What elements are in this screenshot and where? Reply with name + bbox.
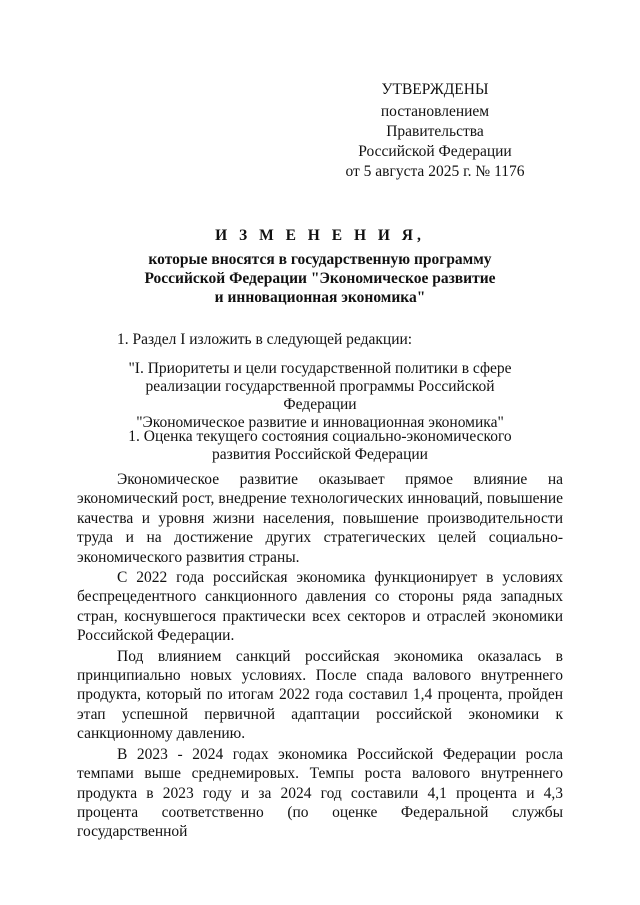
- subsection-title: [120, 428, 520, 464]
- subsection-line-1: 1. Оценка текущего состояния социально-экономического: [128, 428, 512, 445]
- paragraph: В 2023 - 2024 годах экономика Российской Федерации росла темпами выше среднемировых. Темпы роста валового внутреннего продукта в 2023 году и за 2024 год составили 4,1 процента и 4,3 процента соответственно (по оценке Федеральной службы государственной: [77, 745, 563, 841]
- title-line-1: которые вносятся в государственную программу: [148, 251, 492, 268]
- paragraph: Под влиянием санкций российская экономика оказалась в принципиально новых условиях. После спада валового внутреннего продукта, который по итогам 2022 года составил 1,4 процента, пройден этап успешной первичной адаптации российской экономики к санкционному давлению.: [77, 647, 563, 743]
- section-line-1: "I. Приоритеты и цели государственной политики в сфере: [128, 360, 512, 377]
- title-heading: И З М Е Н Е Н И Я,: [215, 227, 425, 244]
- approval-line-2: Российской Федерации: [358, 143, 512, 160]
- item-1: 1. Раздел I изложить в следующей редакции:: [117, 331, 413, 348]
- section-title: [120, 360, 520, 432]
- approval-line-1: постановлением Правительства: [380, 103, 490, 140]
- paragraph: Экономическое развитие оказывает прямое влияние на экономический рост, внедрение технологических инноваций, повышение качества и уровня жизни населения, повышение производительности труда и на достижение других стратегических целей социально-экономического развития страны.: [77, 471, 563, 566]
- subsection-line-2: развития Российской Федерации: [212, 446, 428, 463]
- paragraph: С 2022 года российская экономика функционирует в условиях беспрецедентного санкционного давления со стороны ряда западных стран, коснувшегося практически всех секторов и отраслей экономики Российской Федерации.: [77, 569, 563, 645]
- title-line-3: и инновационная экономика": [214, 289, 426, 306]
- approval-head: УТВЕРЖДЕНЫ: [381, 81, 489, 98]
- title-line-2: Российской Федерации "Экономическое развитие: [144, 270, 496, 287]
- approval-stamp: [340, 80, 530, 182]
- section-line-2: реализации государственной программы Российской Федерации: [145, 378, 495, 413]
- approval-line-3: от 5 августа 2025 г. № 1176: [345, 163, 525, 180]
- document-title: [120, 226, 520, 307]
- section-line-3: "Экономическое развитие и инновационная экономика": [136, 414, 504, 431]
- body-text: [77, 470, 563, 843]
